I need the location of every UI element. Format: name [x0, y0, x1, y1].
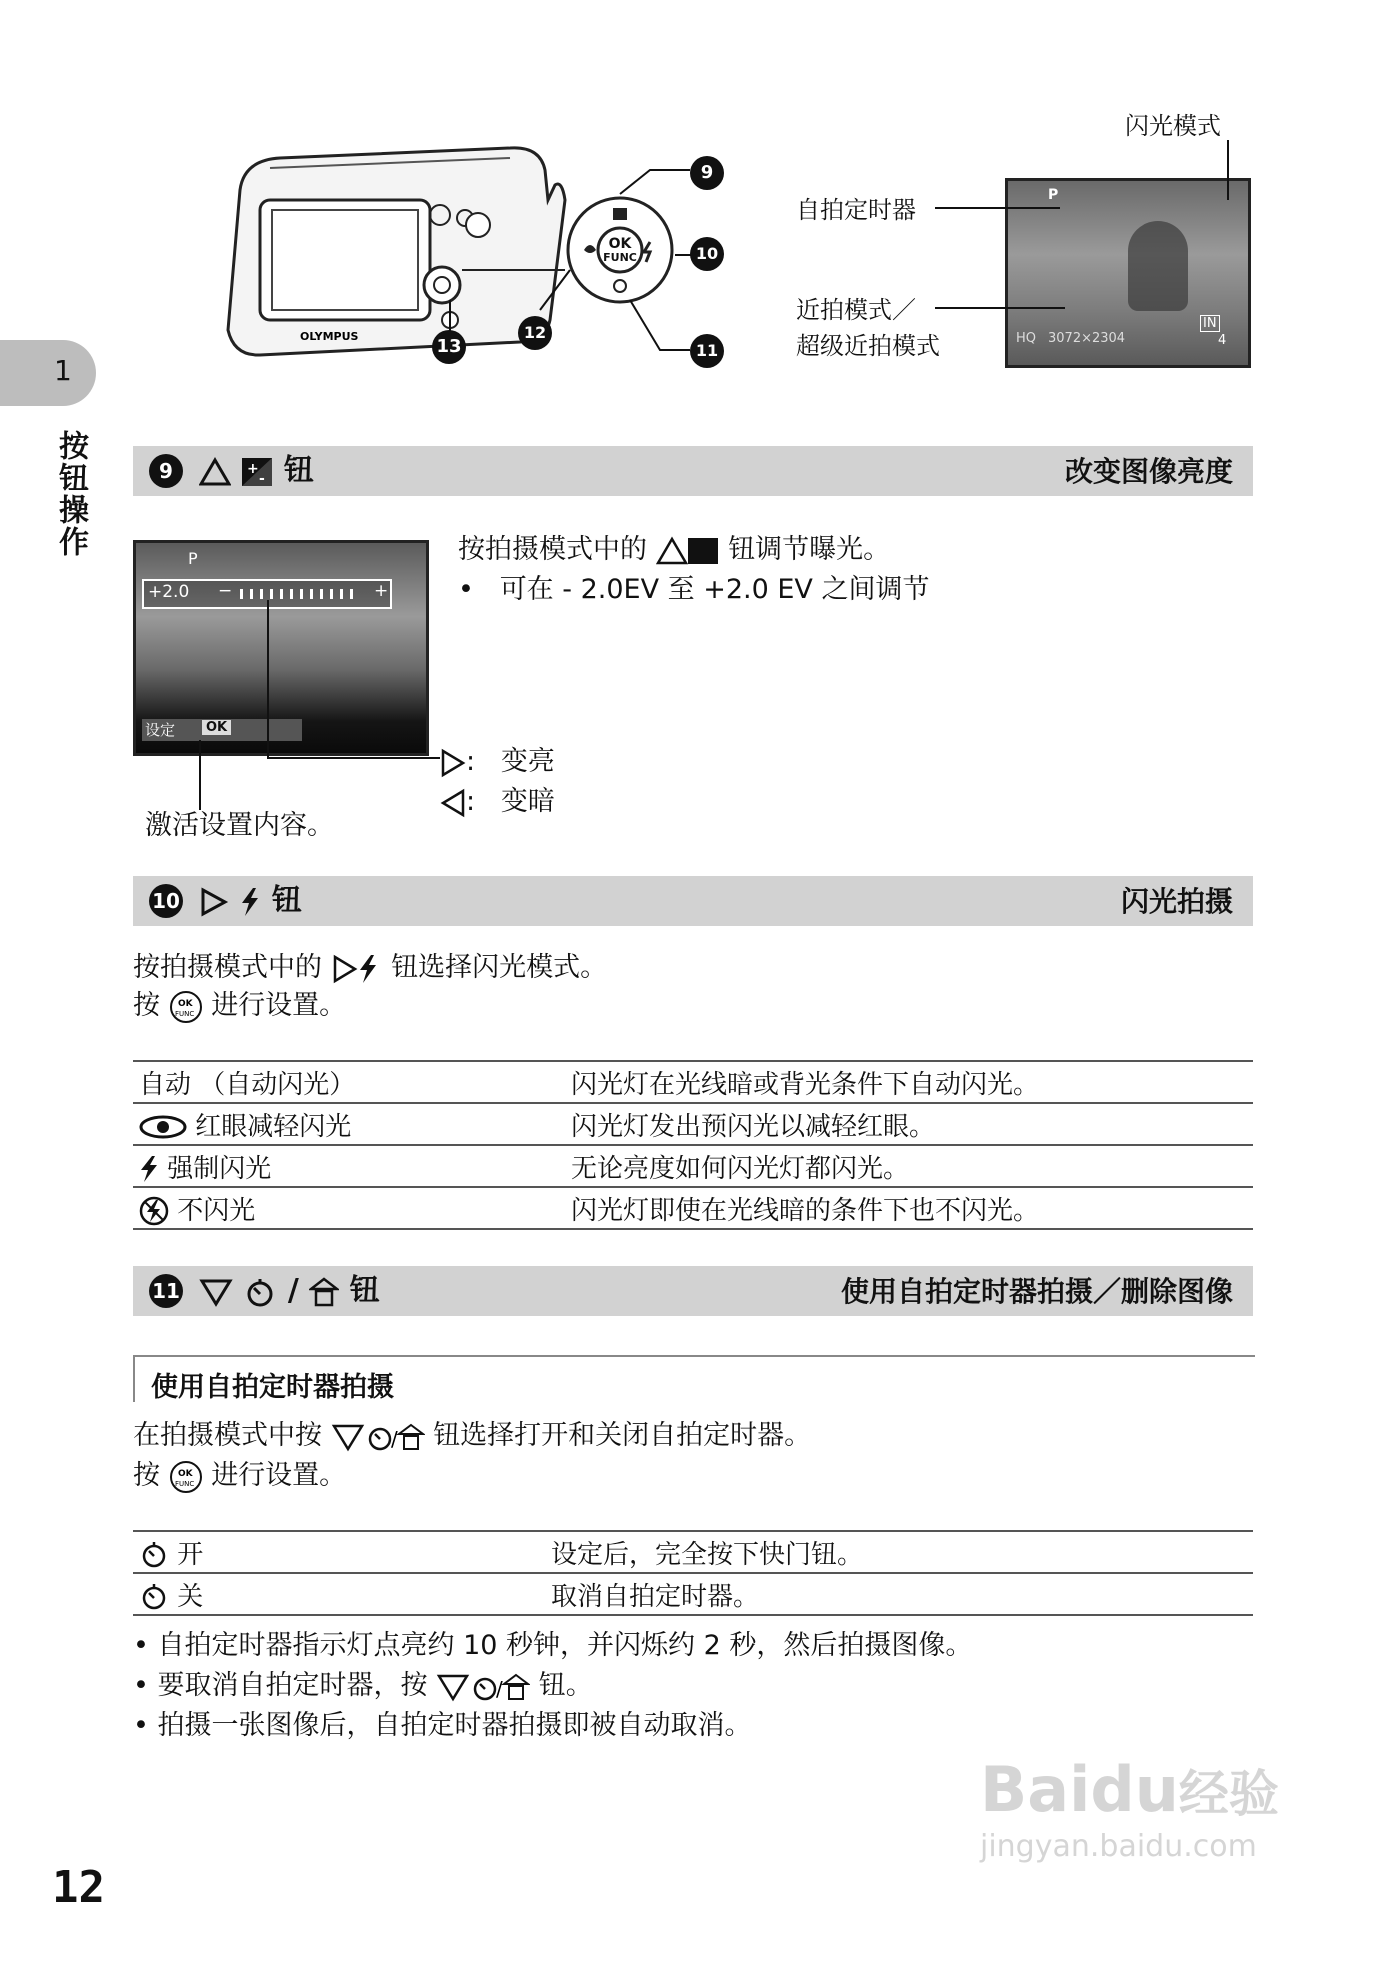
self-timer-subheading-box — [133, 1355, 1255, 1402]
section-10-text1: 按拍摄模式中的 钮选择闪光模式。 — [133, 952, 608, 983]
section-10-text2: 按 OK FUNC 进行设置。 — [133, 988, 346, 1024]
timer-on-name: 开 — [177, 1539, 204, 1570]
section-10-header — [133, 876, 1253, 926]
section-11-header: 11 / 钮 使用自拍定时器拍摄／删除图像 — [133, 1266, 1253, 1316]
lcd-size: 3072×2304 — [1048, 331, 1126, 346]
table-row — [133, 1103, 1253, 1145]
self-timer-subheading: 使用自拍定时器拍摄 — [151, 1372, 394, 1403]
camera-brand-text: OLYMPUS — [300, 330, 359, 343]
flash-icon — [139, 1155, 159, 1183]
exposure-leader-lines — [190, 600, 450, 820]
exposure-icon — [241, 457, 273, 487]
callout-12: 12 — [518, 316, 552, 350]
lcd-quality: HQ — [1016, 331, 1037, 346]
up-exposure-icon — [656, 536, 720, 566]
flash-redeye-desc: 闪光灯发出预闪光以减轻红眼。 — [565, 1103, 1253, 1145]
callout-11: 11 — [690, 334, 724, 368]
section-11-title: 使用自拍定时器拍摄／删除图像 — [840, 1275, 1233, 1308]
pad-func-label: FUNC — [603, 251, 637, 264]
section-9-button-label: 钮 — [283, 453, 314, 488]
flash-redeye-name: 红眼减轻闪光 — [195, 1111, 352, 1142]
callout-10: 10 — [690, 237, 724, 271]
section-11-text2: 按 OK FUNC 进行设置。 — [133, 1458, 346, 1494]
flash-fill-name: 强制闪光 — [167, 1153, 272, 1184]
label-self-timer: 自拍定时器 — [796, 196, 916, 224]
section-10-button-label: 钮 — [271, 883, 302, 918]
table-row — [133, 1061, 1253, 1103]
callout-9: 9 — [690, 156, 724, 190]
self-timer-notes — [133, 1626, 972, 1746]
page-number: 12 — [52, 1862, 105, 1913]
down-selftimer-trash-icon — [331, 1422, 425, 1452]
table-row — [133, 1187, 1253, 1229]
chapter-number: 1 — [54, 354, 72, 387]
exposure-minus: − — [218, 581, 233, 601]
chapter-title: 按钮操作 — [53, 430, 88, 558]
svg-text:-: - — [259, 470, 266, 487]
red-eye-icon — [139, 1114, 187, 1140]
self-timer-table — [133, 1530, 1253, 1616]
section-9-text: 按拍摄模式中的 钮调节曝光。 — [458, 534, 891, 565]
section-11-button-label: 钮 — [349, 1273, 380, 1308]
section-11-text1: 在拍摄模式中按 / 钮选择打开和关闭自拍定时器。 — [133, 1420, 812, 1451]
svg-text:/: / — [496, 1676, 503, 1701]
exposure-value: +2.0 — [148, 582, 190, 602]
note-1: • 自拍定时器指示灯点亮约 10 秒钟，并闪烁约 2 秒，然后拍摄图像。 — [133, 1630, 973, 1661]
label-macro-line2: 超级近拍模式 — [796, 332, 940, 360]
set-label: 设定 — [145, 721, 176, 739]
lcd-card: IN — [1200, 315, 1220, 332]
section-10-title: 闪光拍摄 — [1120, 885, 1233, 918]
exposure-screen-mode: P — [188, 549, 198, 568]
section-11-number: 11 — [149, 1274, 183, 1308]
section-9-title: 改变图像亮度 — [1064, 455, 1233, 488]
chapter-tab — [0, 340, 96, 406]
table-row — [133, 1531, 1253, 1573]
self-timer-icon — [139, 1540, 169, 1570]
label-flash-mode: 闪光模式 — [1125, 112, 1221, 140]
left-triangle-icon — [440, 788, 466, 818]
section-9-number: 9 — [149, 454, 183, 488]
timer-off-name: 关 — [177, 1581, 204, 1612]
activate-caption: 激活设置内容。 — [145, 810, 334, 841]
table-row — [133, 1145, 1253, 1187]
section-9-bullet: • 可在 - 2.0EV 至 +2.0 EV 之间调节 — [458, 574, 930, 605]
brighter-row: : 变亮 — [440, 744, 555, 780]
right-triangle-icon — [199, 887, 229, 917]
svg-text:FUNC: FUNC — [174, 1479, 194, 1488]
exposure-scale — [240, 589, 360, 599]
section-10-number: 10 — [149, 884, 183, 918]
down-triangle-icon — [199, 1277, 233, 1307]
lcd-leader-lines — [920, 130, 1250, 320]
exposure-plus: + — [374, 581, 389, 601]
flash-auto-desc: 闪光灯在光线暗或背光条件下自动闪光。 — [565, 1061, 1253, 1103]
svg-text:FUNC: FUNC — [174, 1009, 194, 1018]
svg-text:OK: OK — [177, 998, 193, 1009]
flash-off-name: 不闪光 — [177, 1195, 256, 1226]
label-macro-line1: 近拍模式／ — [796, 296, 916, 324]
callout-13: 13 — [432, 330, 466, 364]
flash-fill-desc: 无论亮度如何闪光灯都闪光。 — [565, 1145, 1253, 1187]
ok-label: OK — [202, 720, 231, 735]
up-triangle-icon — [199, 457, 231, 487]
right-flash-icon — [331, 954, 383, 984]
self-timer-icon — [243, 1277, 277, 1307]
ok-func-icon — [169, 1460, 203, 1494]
darker-row: : 变暗 — [440, 784, 555, 820]
ok-func-icon — [169, 990, 203, 1024]
svg-text:+: + — [247, 460, 260, 477]
note-2: • 要取消自拍定时器，按 / 钮。 — [133, 1670, 593, 1701]
table-row — [133, 1573, 1253, 1615]
note-3: • 拍摄一张图像后，自拍定时器拍摄即被自动取消。 — [133, 1710, 752, 1741]
flash-off-icon — [139, 1196, 169, 1226]
flash-mode-table — [133, 1060, 1253, 1230]
trash-icon — [309, 1277, 339, 1307]
flash-off-desc: 闪光灯即使在光线暗的条件下也不闪光。 — [565, 1187, 1253, 1229]
watermark-url: jingyan.baidu.com — [980, 1829, 1257, 1864]
timer-off-desc: 取消自拍定时器。 — [545, 1573, 1253, 1615]
pad-ok-label: OK — [608, 236, 632, 252]
baidu-watermark: Baidu经验 jingyan.baidu.com — [980, 1755, 1310, 1915]
section-9-header — [133, 446, 1253, 496]
lcd-count: 4 — [1218, 333, 1227, 348]
down-selftimer-trash-icon — [436, 1672, 530, 1702]
timer-on-desc: 设定后，完全按下快门钮。 — [545, 1531, 1253, 1573]
lcd-mode: P — [1048, 187, 1059, 203]
flash-icon — [239, 887, 261, 917]
right-triangle-icon — [440, 748, 466, 778]
self-timer-icon — [139, 1582, 169, 1612]
svg-text:OK: OK — [177, 1468, 193, 1479]
svg-text:/: / — [390, 1426, 398, 1451]
flash-auto-name: 自动 （自动闪光） — [133, 1061, 565, 1103]
